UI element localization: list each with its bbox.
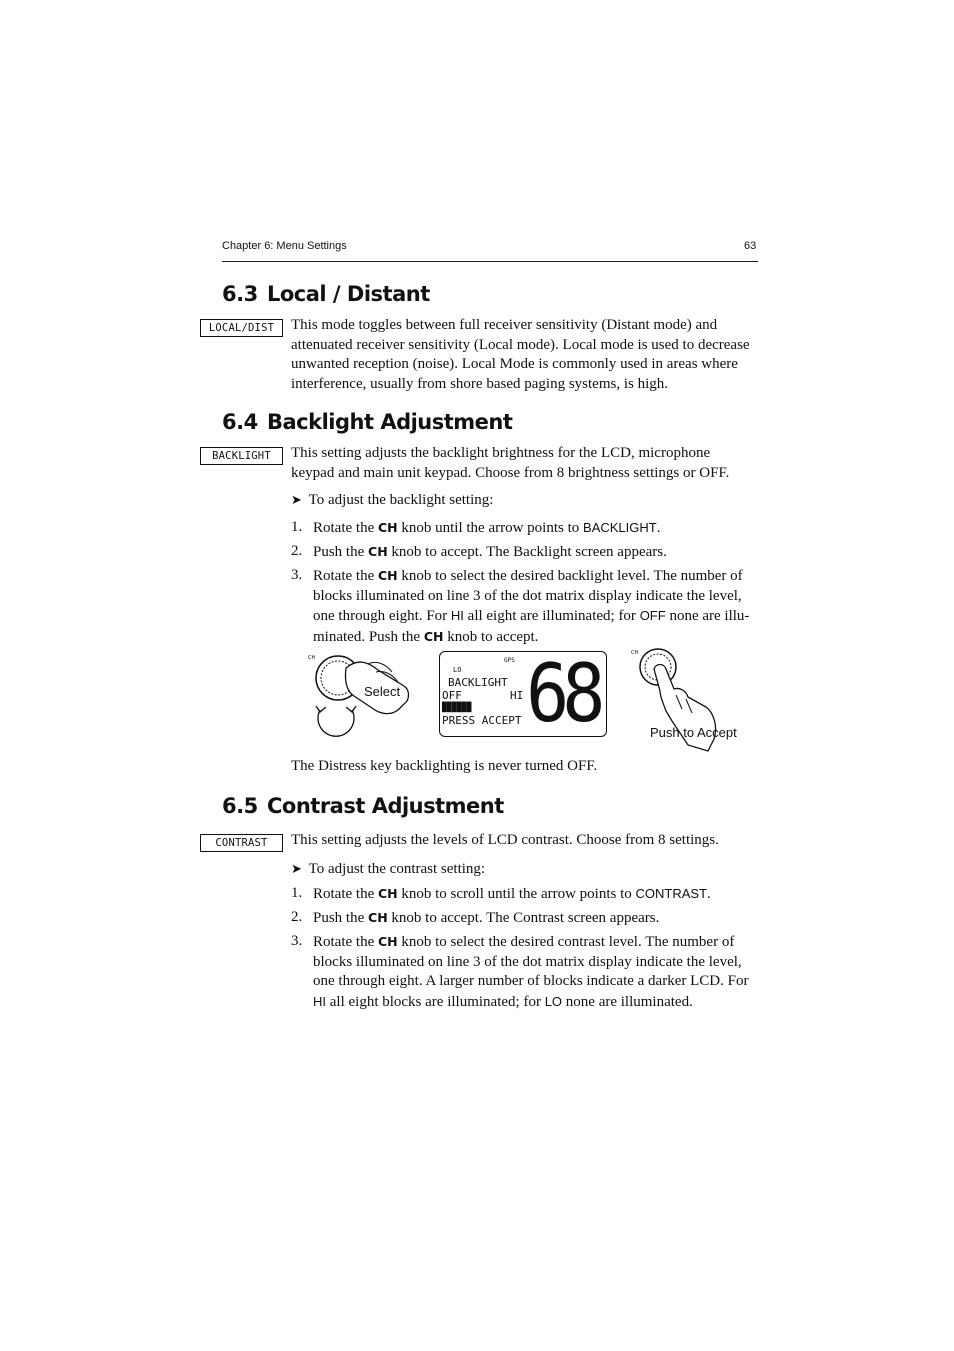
section-heading-6-4 <box>222 410 512 434</box>
distress-key-note: The Distress key backlighting is never turned OFF. <box>291 758 598 774</box>
step-text: blocks illuminated on line 3 of the dot matrix display indicate the level, <box>313 587 742 604</box>
ch-knob-label: CH <box>423 628 444 644</box>
section-number: 6.5 <box>222 794 258 818</box>
lcd-line-3: PRESS ACCEPT <box>442 714 522 727</box>
step-text: one through eight. A larger number of blocks indicate a darker LCD. For <box>313 973 749 989</box>
ch-knob-label: CH <box>377 934 398 949</box>
key-label-local-dist: LOCAL/DIST <box>200 319 283 337</box>
text-line: interference, usually from shore based paging systems, is high. <box>291 375 668 392</box>
text-line: attenuated receiver sensitivity (Local mode). Local mode is used to decrease <box>291 336 750 353</box>
step-text: minated. Push the <box>313 628 424 645</box>
lcd-line-1: BACKLIGHT <box>448 676 508 689</box>
step-text: all eight blocks are illuminated; for <box>326 993 545 1010</box>
section-number: 6.4 <box>222 410 258 434</box>
step-2-contrast <box>291 908 759 928</box>
step-text: none are illu- <box>665 608 750 624</box>
procedure-intro-contrast <box>291 860 485 880</box>
paragraph-contrast <box>291 831 759 851</box>
level-label-hi: HI <box>450 608 464 623</box>
lcd-display <box>439 647 607 740</box>
level-label-hi: HI <box>313 993 326 1009</box>
step-text: all eight are illuminated; for <box>463 608 640 624</box>
level-label-lo: LO <box>544 993 563 1009</box>
arrow-bullet-icon: ➤ <box>291 493 302 508</box>
step-number: 1. <box>291 885 303 901</box>
step-2-backlight <box>291 542 759 562</box>
step-number: 2. <box>291 909 303 925</box>
section-heading-6-5 <box>222 794 504 818</box>
select-caption: Select <box>364 684 401 699</box>
step-text: Push the <box>313 910 369 926</box>
step-3-contrast <box>291 932 759 1012</box>
page-number: 63 <box>744 240 757 252</box>
procedure-intro-backlight <box>291 491 493 511</box>
paragraph-backlight <box>291 444 759 483</box>
text-line: This mode toggles between full receiver sensitivity (Distant mode) and <box>291 317 718 333</box>
procedure-intro-text: To adjust the backlight setting: <box>308 492 494 508</box>
step-text: knob to accept. <box>443 628 539 645</box>
text-line: This setting adjusts the levels of LCD contrast. Choose from 8 settings. <box>291 832 719 848</box>
step-text: blocks illuminated on line 3 of the dot matrix display indicate the level, <box>313 953 742 970</box>
step-text: knob to select the desired contrast level. The number of <box>397 934 735 950</box>
arrow-bullet-icon: ➤ <box>291 862 302 877</box>
section-title: Contrast Adjustment <box>267 794 504 818</box>
lcd-off-label: OFF <box>442 689 462 702</box>
header-rule <box>222 261 758 262</box>
step-text: knob to select the desired backlight level. The number of <box>397 568 743 584</box>
svg-text:CH: CH <box>308 655 316 661</box>
step-number: 1. <box>291 519 303 535</box>
lcd-level-blocks: ▉▉▉▉▉▉ <box>442 703 472 713</box>
ch-knob-label: CH <box>368 910 388 925</box>
level-label-off: OFF <box>639 608 666 623</box>
ch-knob-label: CH <box>377 520 398 535</box>
step-text: Push the <box>313 544 369 560</box>
section-heading-6-3 <box>222 282 430 306</box>
step-text: one through eight. For <box>313 608 451 624</box>
step-3-backlight <box>291 566 759 646</box>
menu-item-label: BACKLIGHT <box>583 520 657 535</box>
lcd-lo-indicator: LO <box>453 666 462 674</box>
menu-item-label: CONTRAST <box>635 886 708 901</box>
lcd-channel-number: 68 <box>526 647 599 740</box>
step-1-backlight <box>291 518 759 538</box>
step-number: 2. <box>291 543 303 559</box>
running-header-chapter: Chapter 6: Menu Settings <box>222 240 347 252</box>
lcd-hi-label: HI <box>510 689 524 702</box>
step-number: 3. <box>291 933 303 949</box>
text-line: unwanted reception (noise). Local Mode is commonly used in areas where <box>291 356 738 372</box>
step-text: knob to scroll until the arrow points to <box>397 886 636 902</box>
step-text: . <box>707 886 711 902</box>
key-label-backlight: BACKLIGHT <box>200 447 283 465</box>
step-text: Rotate the <box>313 568 378 584</box>
lcd-gps-indicator: GPS <box>504 657 515 664</box>
text-line: keypad and main unit keypad. Choose from 8 brightness settings or OFF. <box>291 464 730 481</box>
step-text: Rotate the <box>313 934 378 950</box>
push-to-accept-caption: Push to Accept <box>650 725 737 740</box>
svg-text:CH: CH <box>631 650 639 656</box>
step-text: Rotate the <box>313 886 378 902</box>
step-text: . <box>656 520 661 536</box>
ch-knob-label: CH <box>377 886 398 901</box>
key-label-contrast: CONTRAST <box>200 834 283 852</box>
section-number: 6.3 <box>222 282 258 306</box>
step-text: knob until the arrow points to <box>397 520 584 536</box>
step-text: none are illuminated. <box>562 993 693 1010</box>
section-title: Local / Distant <box>267 282 430 306</box>
step-text: Rotate the <box>313 520 378 536</box>
ch-knob-label: CH <box>368 544 388 559</box>
text-line: This setting adjusts the backlight brightness for the LCD, microphone <box>291 445 711 461</box>
section-title: Backlight Adjustment <box>267 410 513 434</box>
step-text: knob to accept. The Backlight screen appears. <box>387 544 667 560</box>
ch-knob-label: CH <box>377 568 398 583</box>
step-1-contrast <box>291 884 759 904</box>
paragraph-local-distant <box>291 316 759 394</box>
step-number: 3. <box>291 567 303 583</box>
step-text: knob to accept. The Contrast screen appears. <box>387 910 660 926</box>
procedure-intro-text: To adjust the contrast setting: <box>308 861 486 877</box>
